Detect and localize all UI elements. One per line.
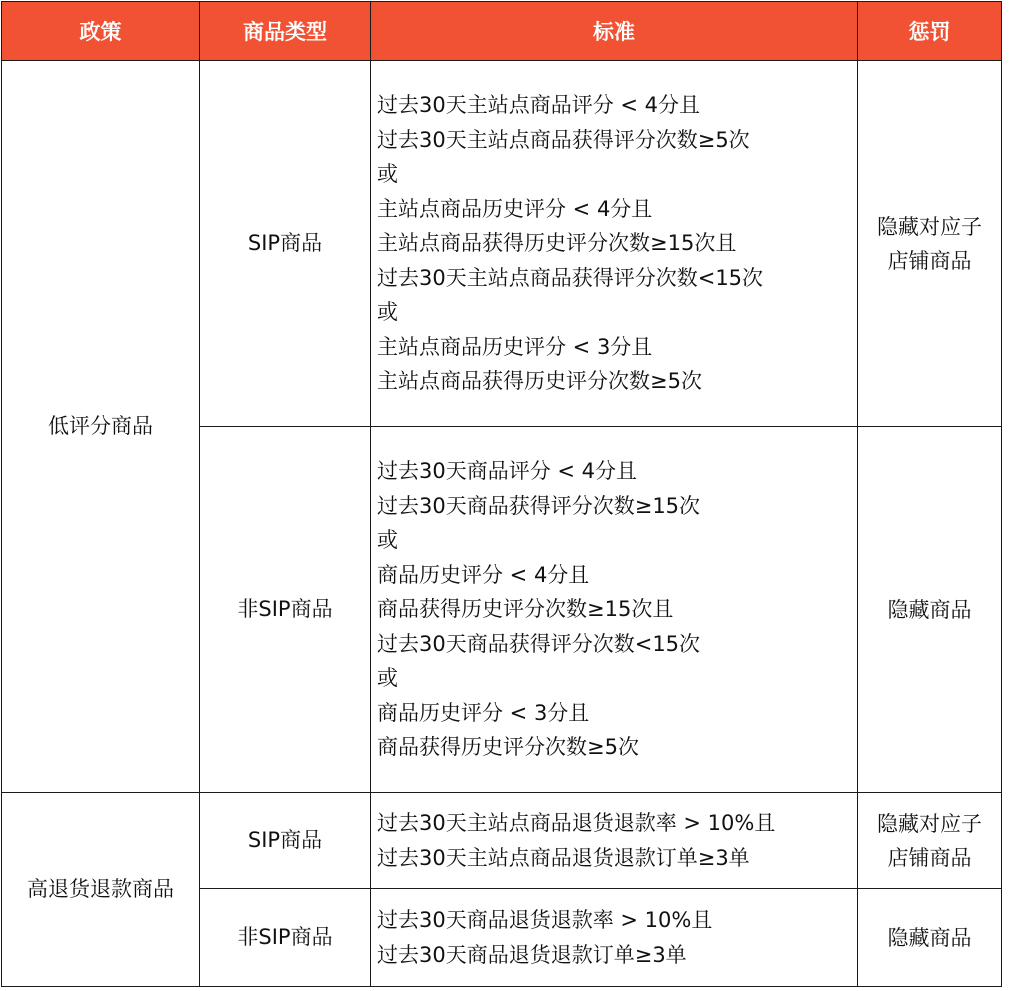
header-policy: 政策 [2, 2, 200, 61]
criteria-line: 商品历史评分 < 4分且 [377, 562, 590, 587]
criteria-line: 主站点商品获得历史评分次数≥5次 [377, 369, 702, 394]
criteria-line: 过去30天主站点商品获得评分次数<15次 [377, 265, 764, 290]
header-product-type: 商品类型 [200, 2, 371, 61]
penalty-line: 隐藏商品 [887, 925, 972, 950]
criteria-line: 或 [377, 666, 398, 691]
criteria-line: 或 [377, 300, 398, 325]
criteria-line: 过去30天商品获得评分次数≥15次 [377, 493, 701, 518]
criteria-line: 或 [377, 162, 398, 187]
criteria-line: 主站点商品获得历史评分次数≥15次且 [377, 231, 737, 256]
criteria-line: 商品获得历史评分次数≥5次 [377, 735, 639, 760]
criteria-line: 过去30天主站点商品退货退款订单≥3单 [377, 845, 750, 870]
table-row [2, 793, 1002, 889]
criteria-line: 过去30天商品评分 < 4分且 [377, 459, 638, 484]
type-cell: 非SIP商品 [200, 889, 371, 987]
penalty-line: 隐藏商品 [887, 597, 972, 622]
criteria-line: 主站点商品历史评分 < 3分且 [377, 334, 653, 359]
criteria-cell [371, 889, 858, 987]
criteria-line: 商品获得历史评分次数≥15次且 [377, 597, 674, 622]
criteria-line: 或 [377, 528, 398, 553]
header-row [2, 2, 1002, 61]
criteria-line: 主站点商品历史评分 < 4分且 [377, 196, 653, 221]
type-cell: 非SIP商品 [200, 427, 371, 793]
header-penalty: 惩罚 [858, 2, 1002, 61]
penalty-line: 店铺商品 [887, 248, 972, 273]
penalty-line: 隐藏对应子 [877, 811, 982, 836]
criteria-cell [371, 793, 858, 889]
criteria-line: 过去30天商品退货退款率 > 10%且 [377, 908, 713, 932]
table-row [2, 61, 1002, 427]
criteria-line: 商品历史评分 < 3分且 [377, 700, 590, 725]
type-cell: SIP商品 [200, 61, 371, 427]
criteria-line: 过去30天主站点商品评分 < 4分且 [377, 93, 701, 118]
penalty-line: 隐藏对应子 [877, 214, 982, 239]
criteria-cell [371, 61, 858, 427]
penalty-cell [858, 427, 1002, 793]
penalty-cell [858, 61, 1002, 427]
header-standard: 标准 [371, 2, 858, 61]
criteria-line: 过去30天主站点商品获得评分次数≥5次 [377, 127, 750, 152]
criteria-line: 过去30天商品退货退款订单≥3单 [377, 942, 687, 967]
criteria-line: 过去30天主站点商品退货退款率 > 10%且 [377, 811, 776, 835]
type-cell: SIP商品 [200, 793, 371, 889]
policy-cell-high-return: 高退货退款商品 [2, 793, 200, 987]
policy-table [1, 1, 1002, 987]
policy-cell-low-rating: 低评分商品 [2, 61, 200, 793]
penalty-line: 店铺商品 [887, 845, 972, 870]
penalty-cell [858, 889, 1002, 987]
penalty-cell [858, 793, 1002, 889]
criteria-line: 过去30天商品获得评分次数<15次 [377, 631, 701, 656]
criteria-cell [371, 427, 858, 793]
